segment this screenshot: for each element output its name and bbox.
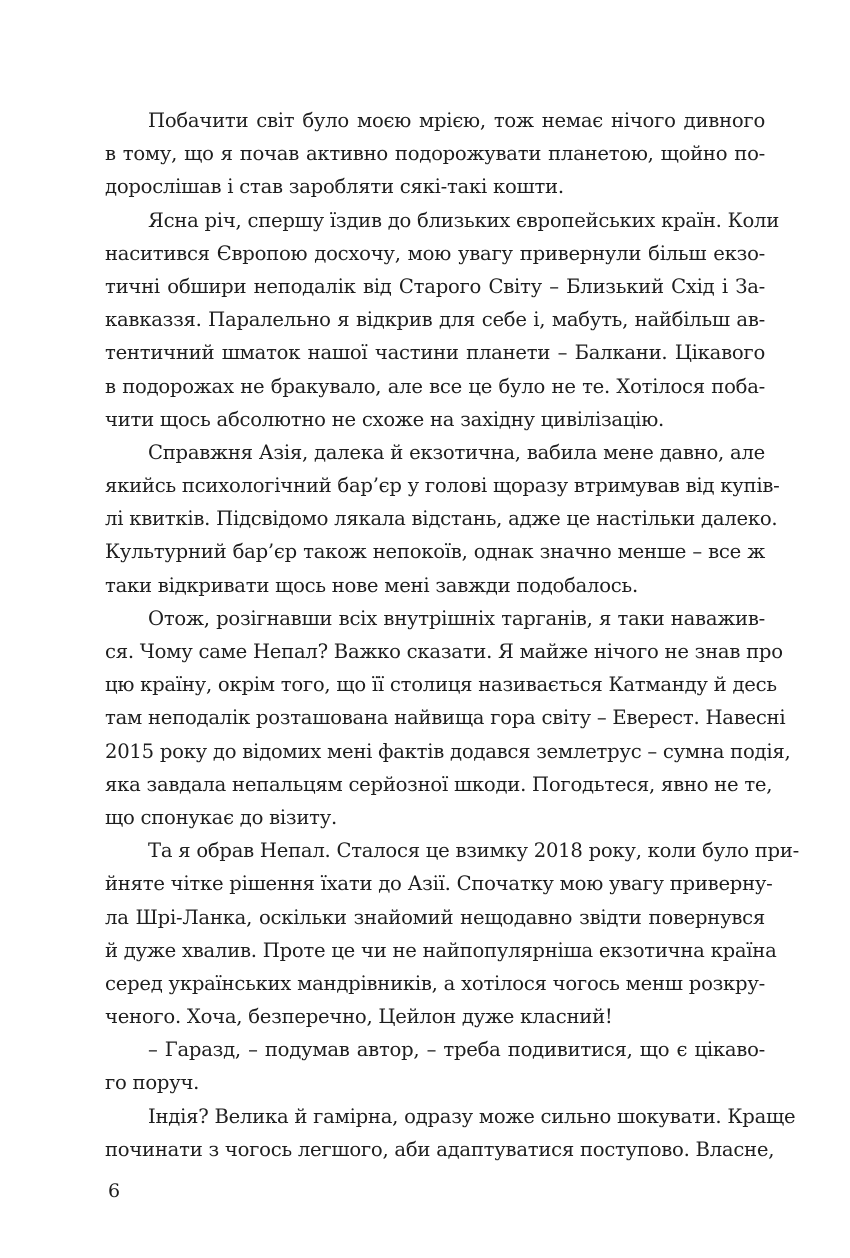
paragraph xyxy=(105,1033,765,1099)
text-line: якийсь психологічний бар’єр у голові щоразу втримував від купів- xyxy=(105,474,780,498)
text-line: 2015 року до відомих мені фактів додався землетрус – сумна подія, xyxy=(105,739,791,763)
text-line: тичні обшири неподалік від Старого Світу – Близький Схід і За- xyxy=(105,274,765,298)
paragraph xyxy=(105,602,791,834)
text-line: Побачити світ було моєю мрією, тож немає нічого дивного xyxy=(148,109,765,132)
page-number: 6 xyxy=(108,1180,121,1202)
text-line: наситився Європою досхочу, мою увагу привернули більш екзо- xyxy=(105,241,765,265)
text-line: таки відкривати щось нове мені завжди подобалось. xyxy=(105,573,638,597)
text-line: йняте чітке рішення їхати до Азії. Спочатку мою увагу приверну- xyxy=(105,872,773,896)
text-line: Індія? Велика й гамірна, одразу може сильно шокувати. Краще xyxy=(148,1104,796,1128)
text-line: – Гаразд, – подумав автор, – треба подивитися, що є цікаво- xyxy=(148,1038,765,1062)
text-line: яка завдала непальцям серйозної шкоди. Погодьтеся, явно не те, xyxy=(105,772,773,796)
text-line: Отож, розігнавши всіх внутрішніх тарганів, я таки наважив- xyxy=(148,606,765,630)
text-line: починати з чогось легшого, аби адаптуватися поступово. Власне, xyxy=(105,1137,775,1161)
paragraph xyxy=(105,204,780,436)
text-line: цю країну, окрім того, що її столиця називається Катманду й десь xyxy=(105,673,777,697)
text-line: ся. Чому саме Непал? Важко сказати. Я майже нічого не знав про xyxy=(105,640,783,663)
text-line: дорослішав і став заробляти сякі-такі кошти. xyxy=(105,175,564,199)
text-line: го поруч. xyxy=(105,1071,200,1095)
text-line: й дуже хвалив. Проте це чи не найпопулярніша екзотична країна xyxy=(105,938,777,962)
text-line: чити щось абсолютно не схоже на західну цивілізацію. xyxy=(105,407,664,431)
text-line: ченого. Хоча, безперечно, Цейлон дуже класний! xyxy=(105,1005,613,1029)
text-line: Культурний бар’єр також непокоїв, однак значно менше – все ж xyxy=(105,540,765,564)
paragraph xyxy=(105,436,780,602)
text-line: Ясна річ, спершу їздив до близьких європейських країн. Коли xyxy=(148,208,780,232)
body-text xyxy=(105,104,800,1166)
text-line: в подорожах не бракувало, але все це було не те. Хотілося поба- xyxy=(105,374,765,398)
text-line: серед українських мандрівників, а хотілося чогось менш розкру- xyxy=(105,971,765,995)
paragraph xyxy=(105,104,765,204)
text-line: тентичний шматок нашої частини планети – Балкани. Цікавого xyxy=(105,341,765,365)
text-line: Та я обрав Непал. Сталося це взимку 2018 року, коли було при- xyxy=(148,839,800,863)
paragraph xyxy=(105,1100,796,1166)
text-line: Справжня Азія, далека й екзотична, вабила мене давно, але xyxy=(148,440,765,464)
text-line: лі квитків. Підсвідомо лякала відстань, адже це настільки далеко. xyxy=(105,507,778,531)
text-line: кавказзя. Паралельно я відкрив для себе і, мабуть, найбільш ав- xyxy=(105,308,765,332)
paragraph xyxy=(105,834,800,1033)
text-line: що спонукає до візиту. xyxy=(105,805,338,829)
text-line: там неподалік розташована найвища гора світу – Еверест. Навесні xyxy=(105,706,786,730)
text-line: в тому, що я почав активно подорожувати планетою, щойно по- xyxy=(105,142,765,166)
text-line: ла Шрі-Ланка, оскільки знайомий нещодавно звідти повернувся xyxy=(105,905,765,929)
